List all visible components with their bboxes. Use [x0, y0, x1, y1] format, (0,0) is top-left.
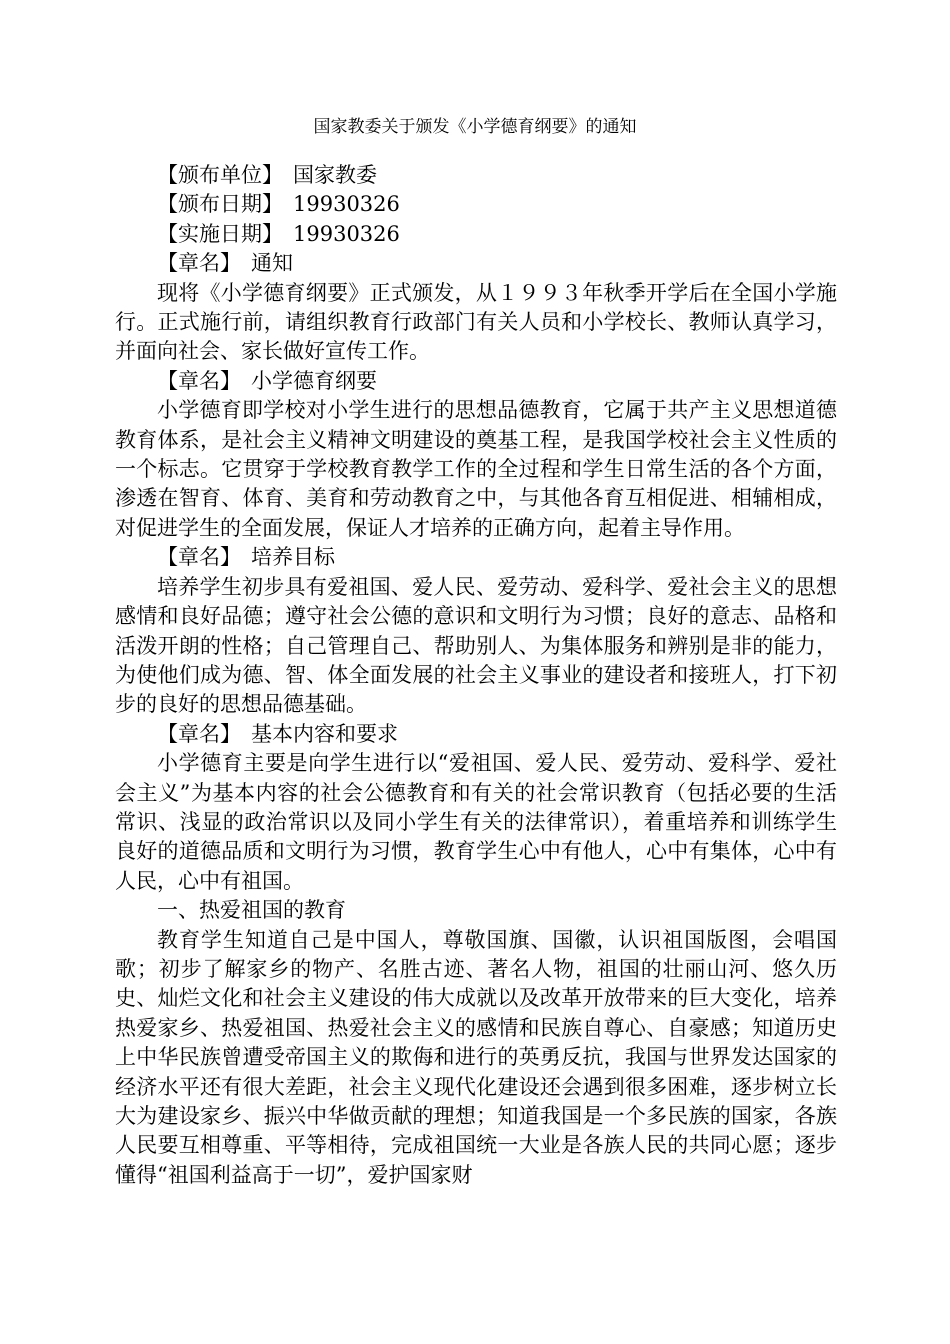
meta-issuer [115, 161, 837, 190]
meta-effective-date [115, 220, 837, 249]
subsection-heading: 一、热爱祖国的教育 [157, 898, 346, 923]
section-paragraph: 小学德育即学校对小学生进行的思想品德教育，它属于共产主义思想道德教育体系，是社会主义精神文明建设的奠基工程，是我国学校社会主义性质的一个标志。它贯穿于学校教育教学工作的全过程和学生日常生活的各个方面，渗透在智育、体育、美育和劳动教育之中，与其他各育互相促进、相辅相成，对促进学生的全面发展，保证人才培养的正确方向，起着主导作用。 [115, 398, 837, 540]
meta-value: 国家教委 [293, 163, 377, 187]
document-body [115, 161, 837, 1190]
section-heading [115, 720, 837, 749]
section-name: 小学德育纲要 [251, 368, 377, 393]
subsection-paragraph: 教育学生知道自己是中国人，尊敬国旗、国徽，认识祖国版图，会唱国歌；初步了解家乡的物产、名胜古迹、著名人物，祖国的壮丽山河、悠久历史、灿烂文化和社会主义建设的伟大成就以及改革开放带来的巨大变化，培养热爱家乡、热爱祖国、热爱社会主义的感情和民族自尊心、自豪感；知道历史上中华民族曾遭受帝国主义的欺侮和进行的英勇反抗，我国与世界发达国家的经济水平还有很大差距，社会主义现代化建设还会遇到很多困难，逐步树立长大为建设家乡、振兴中华做贡献的理想；知道我国是一个多民族的国家，各族人民要互相尊重、平等相待，完成祖国统一大业是各族人民的共同心愿；逐步懂得“祖国利益高于一切”，爱护国家财 [115, 927, 837, 1187]
section-paragraph: 小学德育主要是向学生进行以“爱祖国、爱人民、爱劳动、爱科学、爱社会主义”为基本内容的社会公德教育和有关的社会常识教育（包括必要的生活常识、浅显的政治常识以及同小学生有关的法律常识），着重培养和训练学生良好的道德品质和文明行为习惯，教育学生心中有他人，心中有集体，心中有人民，心中有祖国。 [115, 751, 837, 893]
document-title: 国家教委关于颁发《小学德育纲要》的通知 [313, 117, 637, 137]
meta-value: 19930326 [293, 192, 400, 217]
meta-label: 【颁布日期】 [157, 192, 283, 217]
section-label: 【章名】 [157, 545, 241, 570]
meta-value: 19930326 [293, 221, 400, 246]
section-label: 【章名】 [157, 251, 241, 276]
section-name: 培养目标 [251, 545, 335, 570]
section-heading [115, 543, 837, 572]
section-label: 【章名】 [157, 368, 241, 393]
section-name: 基本内容和要求 [251, 721, 398, 746]
section-paragraph: 培养学生初步具有爱祖国、爱人民、爱劳动、爱科学、爱社会主义的思想感情和良好品德；遵守社会公德的意识和文明行为习惯；良好的意志、品格和活泼开朗的性格；自己管理自己、帮助别人、为集体服务和辨别是非的能力，为使他们成为德、智、体全面发展的社会主义事业的建设者和接班人，打下初步的良好的思想品德基础。 [115, 574, 837, 717]
meta-issue-date [115, 190, 837, 219]
meta-label: 【实施日期】 [157, 221, 283, 246]
section-label: 【章名】 [157, 721, 241, 746]
section-name: 通知 [251, 251, 293, 276]
section-heading [115, 249, 837, 278]
section-paragraph: 现将《小学德育纲要》正式颁发，从１９９３年秋季开学后在全国小学施行。正式施行前，请组织教育行政部门有关人员和小学校长、教师认真学习，并面向社会、家长做好宣传工作。 [115, 280, 837, 364]
section-heading [115, 367, 837, 396]
meta-label: 【颁布单位】 [157, 163, 283, 187]
